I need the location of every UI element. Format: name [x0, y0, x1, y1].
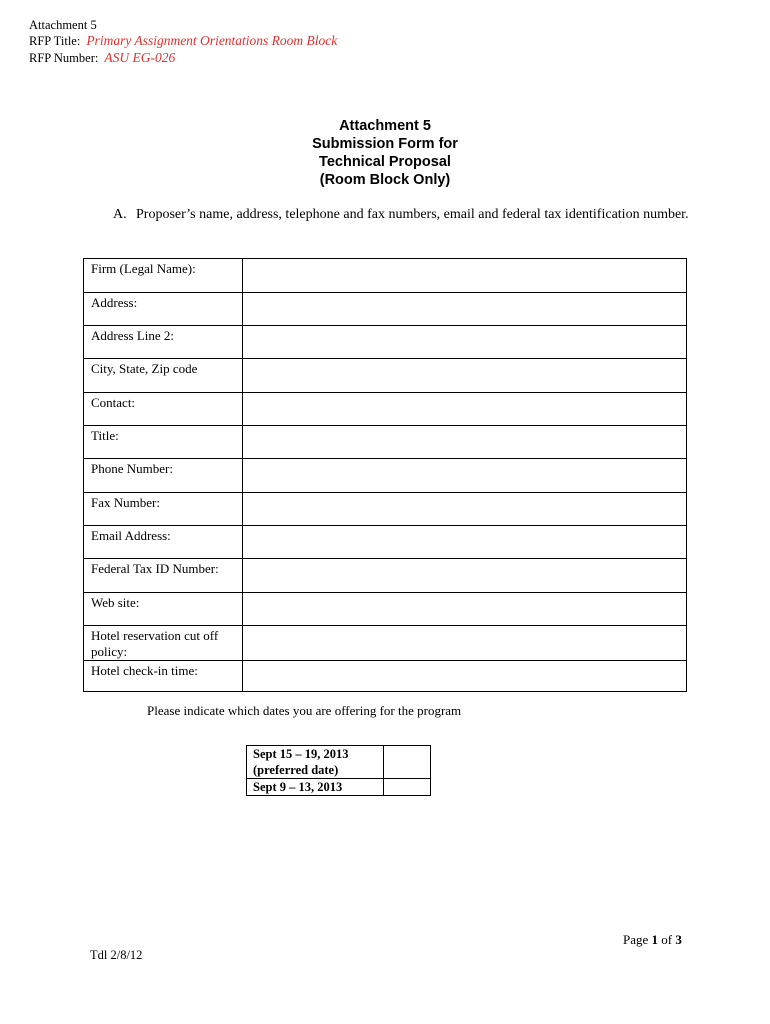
form-row-value-field[interactable] — [243, 459, 687, 493]
date-option-select-cell[interactable] — [384, 779, 431, 796]
section-a-letter: A. — [113, 207, 127, 222]
form-row-value-field[interactable] — [243, 393, 687, 426]
document-title — [0, 117, 770, 189]
form-row — [84, 393, 687, 426]
form-row-label: Address Line 2: — [84, 326, 243, 359]
header-attachment-text: Attachment 5 — [29, 18, 97, 32]
rfp-title-label: RFP Title: — [29, 34, 81, 48]
page-of: of — [661, 932, 673, 947]
page-current: 1 — [651, 932, 659, 947]
form-row — [84, 526, 687, 559]
form-row-label: Title: — [84, 426, 243, 459]
header-rfp-number — [29, 50, 175, 66]
form-row-value-field[interactable] — [243, 493, 687, 526]
date-option-label: Sept 9 – 13, 2013 — [247, 779, 384, 796]
page-total: 3 — [675, 932, 682, 947]
form-row — [84, 359, 687, 393]
form-row-value-field[interactable] — [243, 259, 687, 293]
form-row — [84, 426, 687, 459]
form-row — [84, 326, 687, 359]
form-row-value-field[interactable] — [243, 293, 687, 326]
header-attachment — [29, 17, 97, 33]
form-row-value-field[interactable] — [243, 426, 687, 459]
section-a-text: Proposer’s name, address, telephone and fax numbers, email and federal tax identification number. — [136, 207, 689, 222]
form-row-value-field[interactable] — [243, 359, 687, 393]
page-number — [623, 932, 682, 948]
date-option-row — [247, 779, 431, 796]
rfp-number-label: RFP Number: — [29, 51, 99, 65]
title-line-3: Technical Proposal — [319, 154, 451, 170]
form-row-label: Phone Number: — [84, 459, 243, 493]
form-row-value-field[interactable] — [243, 526, 687, 559]
footer-revision: Tdl 2/8/12 — [90, 948, 143, 962]
date-option-row — [247, 746, 431, 779]
title-line-1: Attachment 5 — [339, 118, 431, 134]
form-row-label: Email Address: — [84, 526, 243, 559]
form-row — [84, 559, 687, 593]
form-row-label: Fax Number: — [84, 493, 243, 526]
date-option-select-cell[interactable] — [384, 746, 431, 779]
form-row-value-field[interactable] — [243, 661, 687, 692]
section-a — [113, 206, 693, 224]
form-row-value-field[interactable] — [243, 326, 687, 359]
header-rfp-title — [29, 33, 337, 49]
form-row — [84, 459, 687, 493]
form-row-value-field[interactable] — [243, 626, 687, 661]
proposer-info-table — [83, 258, 687, 692]
form-row — [84, 259, 687, 293]
form-row — [84, 626, 687, 661]
form-row-value-field[interactable] — [243, 593, 687, 626]
form-row-label: Hotel reservation cut off policy: — [84, 626, 243, 661]
form-row — [84, 593, 687, 626]
page-prefix: Page — [623, 932, 649, 947]
rfp-title-value: Primary Assignment Orientations Room Block — [86, 33, 338, 48]
form-row-label: Federal Tax ID Number: — [84, 559, 243, 593]
dates-table — [246, 745, 431, 796]
form-row — [84, 661, 687, 692]
form-row — [84, 493, 687, 526]
form-row-label: Contact: — [84, 393, 243, 426]
title-line-4: (Room Block Only) — [319, 172, 451, 188]
form-row — [84, 293, 687, 326]
rfp-number-value: ASU EG-026 — [104, 50, 176, 65]
form-row-label: Hotel check-in time: — [84, 661, 243, 692]
form-row-label: City, State, Zip code — [84, 359, 243, 393]
dates-prompt: Please indicate which dates you are offering for the program — [147, 703, 462, 718]
form-row-label: Firm (Legal Name): — [84, 259, 243, 293]
form-row-label: Web site: — [84, 593, 243, 626]
form-row-value-field[interactable] — [243, 559, 687, 593]
date-option-label: Sept 15 – 19, 2013 (preferred date) — [247, 746, 384, 779]
form-row-label: Address: — [84, 293, 243, 326]
title-line-2: Submission Form for — [312, 136, 458, 152]
